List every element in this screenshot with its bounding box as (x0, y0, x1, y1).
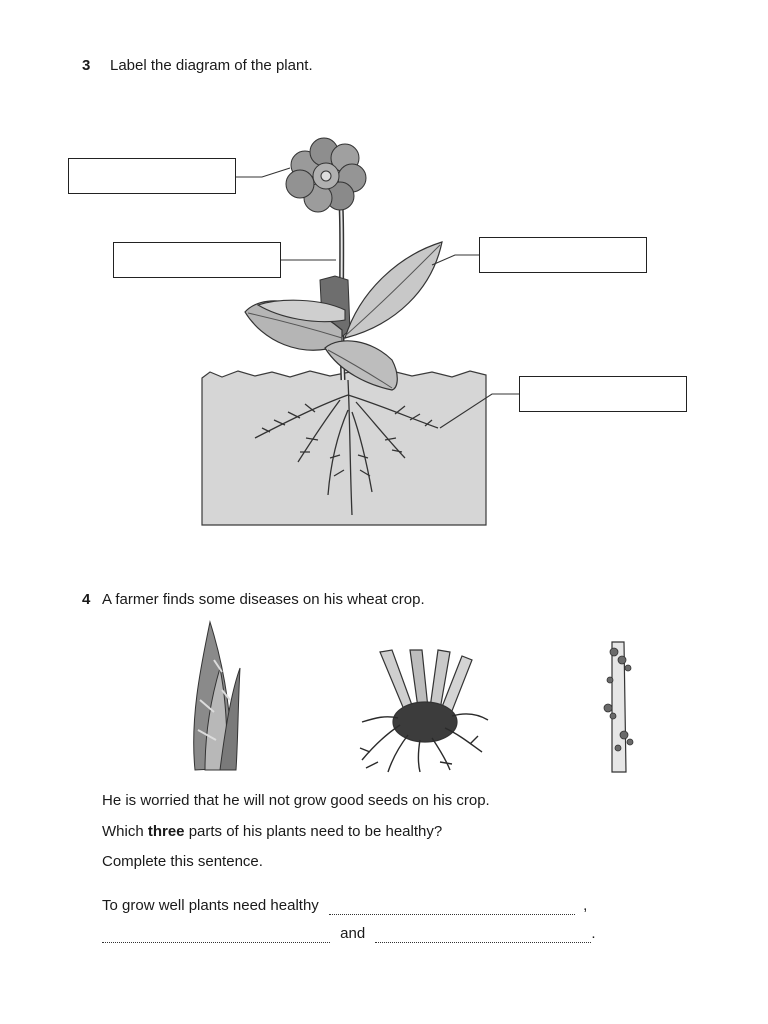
answer-sentence-start: To grow well plants need healthy (102, 897, 319, 914)
question-4-line-2-end: parts of his plants need to be healthy? (184, 823, 443, 840)
answer-and: and (340, 925, 366, 942)
flower (286, 138, 366, 212)
label-box-flower[interactable] (68, 158, 236, 194)
leaf-right (345, 242, 442, 338)
answer-blank-1[interactable] (329, 897, 575, 915)
label-box-stem[interactable] (113, 242, 281, 278)
label-box-root[interactable] (519, 376, 687, 412)
answer-blank-2[interactable] (102, 925, 330, 943)
question-3-number: 3 (82, 57, 91, 74)
question-4-line-2-emphasis: three (147, 823, 185, 840)
soil (202, 371, 486, 525)
answer-comma: , (583, 897, 588, 914)
question-4-line-1: He is worried that he will not grow good seeds on his crop. (102, 792, 490, 809)
question-4-prompt: A farmer finds some diseases on his wheat crop. (102, 591, 425, 608)
answer-line-2 (102, 925, 596, 943)
question-4-number: 4 (82, 591, 91, 608)
question-4-line-2 (102, 823, 442, 840)
question-4-line-3: Complete this sentence. (102, 853, 263, 870)
question-3-prompt: Label the diagram of the plant. (110, 57, 313, 74)
answer-blank-3[interactable] (375, 925, 591, 943)
answer-line-1 (102, 897, 587, 915)
answer-period: . (591, 925, 596, 942)
label-box-leaf[interactable] (479, 237, 647, 273)
question-4-line-2-start: Which (102, 823, 148, 840)
